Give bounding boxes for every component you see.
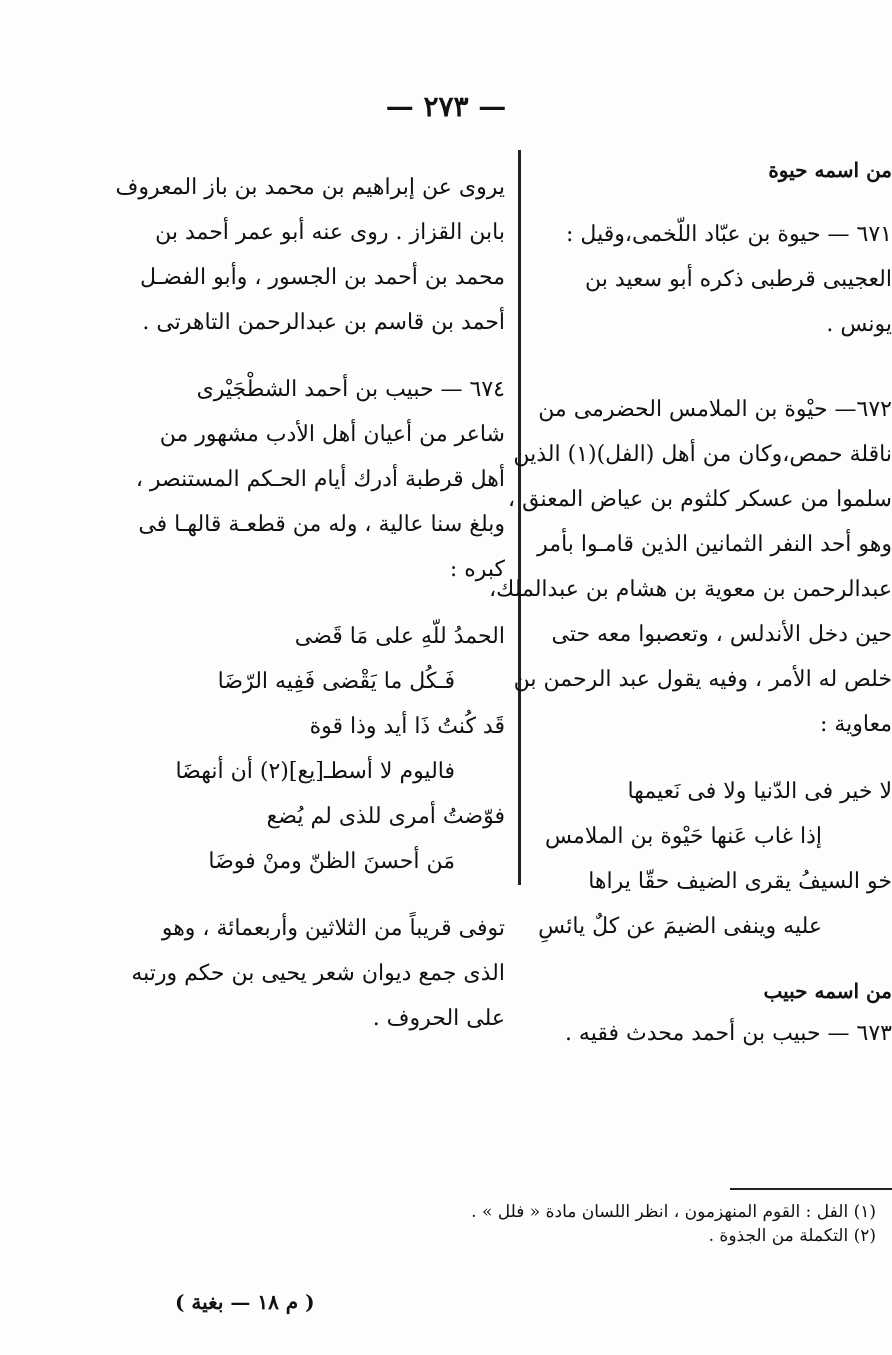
poem-line: إذا غاب عَنها حَيْوة بن الملامس [544, 824, 822, 849]
poem-line: قَد كُنتُ ذَا أيد وذا قوة [309, 714, 505, 739]
after-poem-line: على الحروف . [372, 1006, 505, 1031]
section-heading-hayawa: من اسمه حيوة [768, 158, 892, 182]
continuation-line: أحمد بن قاسم بن عبدالرحمن التاهرتى . [142, 310, 505, 335]
entry-672-line: ٦٧٢— حيْوة بن الملامس الحضرمى من [538, 397, 892, 422]
after-poem-line: توفى قريباً من الثلاثين وأربعمائة ، وهو [161, 916, 505, 941]
poem-line: لا خير فى الدّنيا ولا فى نَعيمها [627, 779, 892, 804]
poem-line: فاليوم لا أسطـ[يع](٢) أن أنهضَا [175, 759, 455, 784]
entry-672-line: ناقلة حمص،وكان من أهل (الفل)(١) الذين [513, 442, 892, 467]
poem-line: مَن أحسنَ الظنّ ومنْ فوضَا [208, 849, 455, 874]
entry-672-line: معاوية : [819, 712, 892, 737]
poem-line: فوّضتُ أمرى للذى لم يُضع [266, 804, 505, 829]
continuation-line: محمد بن أحمد بن الجسور ، وأبو الفضـل [139, 265, 505, 290]
continuation-line: يروى عن إبراهيم بن محمد بن باز المعروف [115, 175, 505, 200]
entry-672-line: عبدالرحمن بن معوية بن هشام بن عبدالملك، [489, 577, 892, 602]
entry-672 [489, 387, 892, 747]
signature-mark: ( م ١٨ — بغية ) [175, 1290, 315, 1314]
right-column [489, 150, 892, 1056]
entry-674 [130, 367, 505, 592]
after-poem-paragraph [130, 906, 505, 1041]
entry-672-line: حين دخل الأندلس ، وتعصبوا معه حتى [551, 622, 892, 647]
entry-674-line: ٦٧٤ — حبيب بن أحمد الشطْجَيْرى [196, 377, 505, 402]
section-heading-habib: من اسمه حبيب [763, 979, 892, 1003]
poem-hayawa [517, 769, 892, 949]
entry-671-line: العجيبى قرطبى ذكره أبو سعيد بن [585, 267, 892, 292]
entry-672-line: وهو أحد النفر الثمانين الذين قامـوا بأمر [537, 532, 892, 557]
entry-674-line: كبره : [449, 557, 505, 582]
poem-habib [130, 614, 505, 884]
entry-671-line: يونس . [826, 312, 892, 337]
footnote-rule [730, 1188, 892, 1190]
entry-674-line: شاعر من أعيان أهل الأدب مشهور من [159, 422, 505, 447]
left-column [115, 165, 505, 1041]
continuation-line: بابن القزاز . روى عنه أبو عمر أحمد بن [155, 220, 505, 245]
poem-line: عليه وينفى الضيمَ عن كلٌ يائسِ [538, 914, 822, 939]
entry-674-line: وبلغ سنا عالية ، وله من قطعـة قالهـا فى [138, 512, 505, 537]
entry-673: ٦٧٣ — حبيب بن أحمد محدث فقيه . [564, 1021, 892, 1046]
page-number: — ٢٧٣ — [385, 90, 507, 123]
poem-line: الحمدُ للّهِ على مَا قَضى [294, 624, 505, 649]
entry-671 [517, 212, 892, 347]
continuation-paragraph [115, 165, 505, 345]
poem-line: فَـكُل ما يَقْضى فَفِيه الرّضَا [217, 669, 455, 694]
after-poem-line: الذى جمع ديوان شعر يحيى بن حكم ورتبه [131, 961, 505, 986]
footnotes [156, 1200, 876, 1248]
entry-672-line: سلموا من عسكر كلثوم بن عياض المعنق ، [508, 487, 892, 512]
poem-line: خو السيفُ يقرى الضيف حقّا يراها [588, 869, 892, 894]
entry-674-line: أهل قرطبة أدرك أيام الحـكم المستنصر ، [135, 467, 505, 492]
entry-671-line: ٦٧١ — حيوة بن عبّاد اللّخمى،وقيل : [566, 222, 892, 247]
footnote-2: (٢) التكملة من الجذوة . [708, 1226, 876, 1246]
footnote-1: (١) الفل : القوم المنهزمون ، انظر اللسان مادة « فلل » . [471, 1202, 876, 1222]
entry-672-line: خلص له الأمر ، وفيه يقول عبد الرحمن بن [513, 667, 892, 692]
